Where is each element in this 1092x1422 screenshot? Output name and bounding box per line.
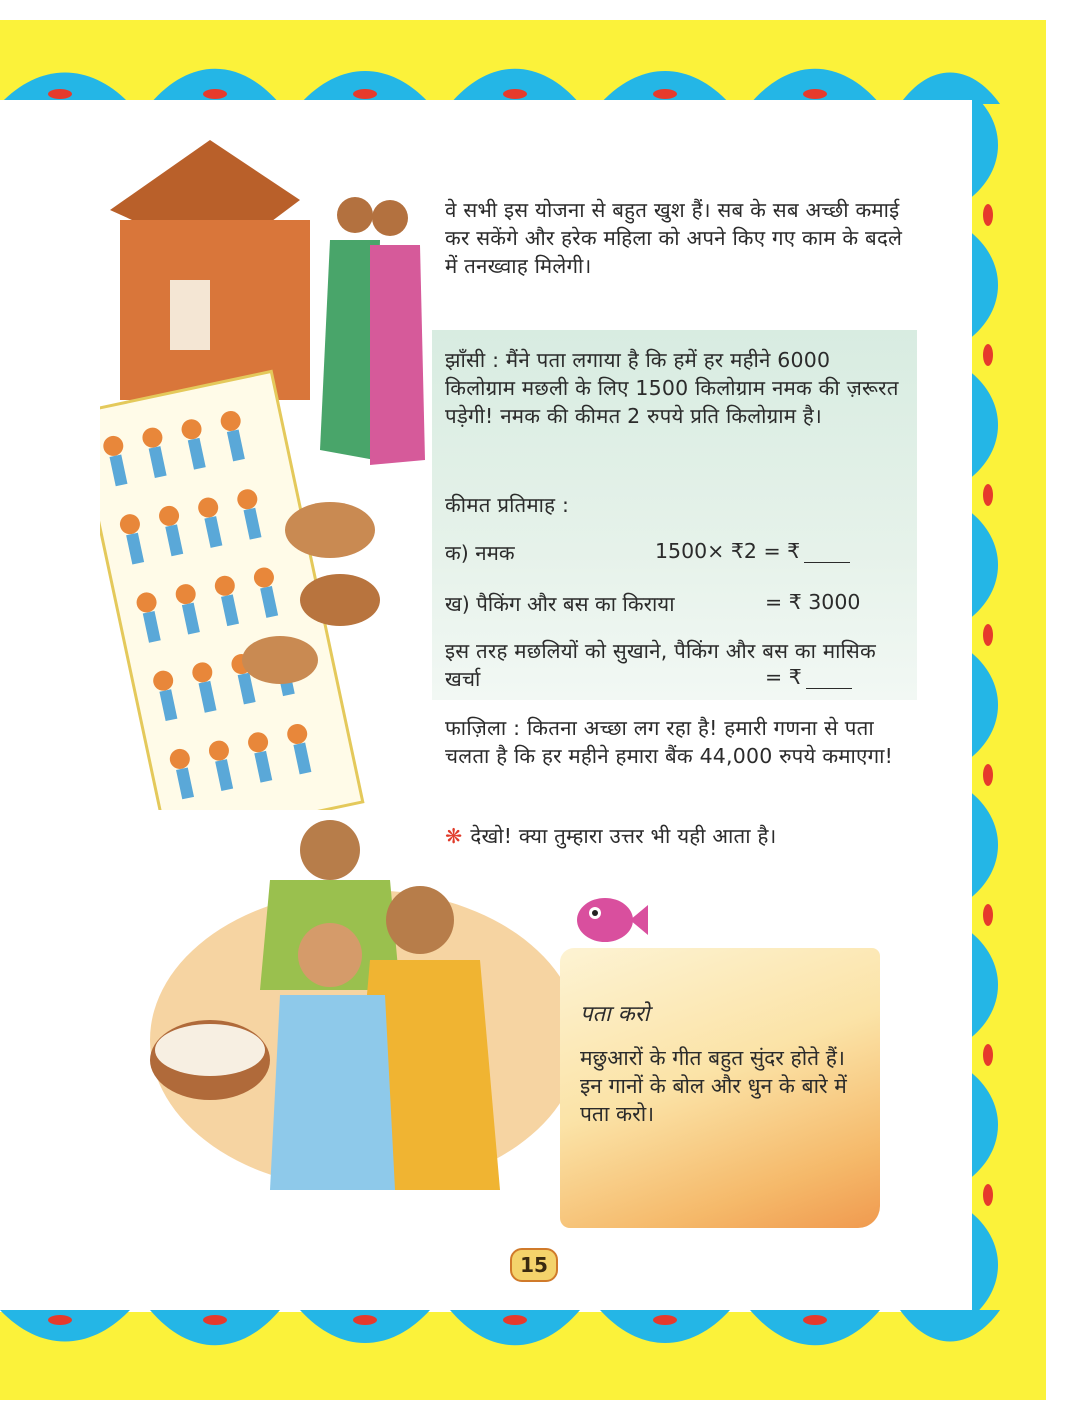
fazila-dialogue: फाज़िला : कितना अच्छा लग रहा है! हमारी गणना से पता चलता है कि हर महीने हमारा बैंक 44,000 रुपये कमाएगा! (445, 716, 894, 768)
monthly-expense-text: इस तरह मछलियों को सुखाने, पैकिंग और बस का मासिक खर्चा (445, 639, 876, 691)
wave-border-right (968, 90, 1016, 1330)
packing-row-value: = ₹ 3000 (765, 590, 861, 614)
salt-answer-blank[interactable] (804, 542, 850, 563)
packing-row-label: ख) पैकिंग और बस का किराया (445, 592, 675, 616)
jhansi-dialogue: झाँसी : मैंने पता लगाया है कि हमें हर महीने 6000 किलोग्राम मछली के लिए 1500 किलोग्राम नमक की ज़रूरत पड़ेगी! नमक की कीमत 2 रुपये प्रति किलोग्राम है। (445, 348, 899, 428)
monthly-expense-value-text: = ₹ (765, 665, 802, 689)
page-number: 15 (510, 1248, 558, 1282)
women-with-basket-illustration (150, 810, 580, 1210)
wave-border-top (0, 52, 1000, 104)
monthly-expense-value (765, 665, 852, 689)
expense-answer-blank[interactable] (806, 668, 852, 689)
asterisk-icon: ❋ (445, 824, 463, 848)
hut-fish-drying-illustration (100, 130, 430, 810)
monthly-price-label: कीमत प्रतिमाह : (445, 493, 570, 517)
salt-row-value (655, 539, 850, 563)
wave-border-bottom (0, 1310, 1000, 1362)
salt-row-value-text: 1500× ₹2 = ₹ (655, 539, 801, 563)
find-out-body: मछुआरों के गीत बहुत सुंदर होते हैं। इन गानों के बोल और धुन के बारे में पता करो। (580, 1046, 847, 1126)
find-out-title: पता करो (580, 1002, 650, 1027)
salt-row-label: क) नमक (445, 541, 515, 565)
check-answer-text: देखो! क्या तुम्हारा उत्तर भी यही आता है। (470, 824, 777, 848)
pink-fish-icon (570, 885, 650, 955)
check-answer-line (445, 822, 777, 850)
intro-paragraph: वे सभी इस योजना से बहुत खुश हैं। सब के सब अच्छी कमाई कर सकेंगे और हरेक महिला को अपने किए गए काम के बदले में तनख्वाह मिलेगी। (445, 198, 903, 278)
